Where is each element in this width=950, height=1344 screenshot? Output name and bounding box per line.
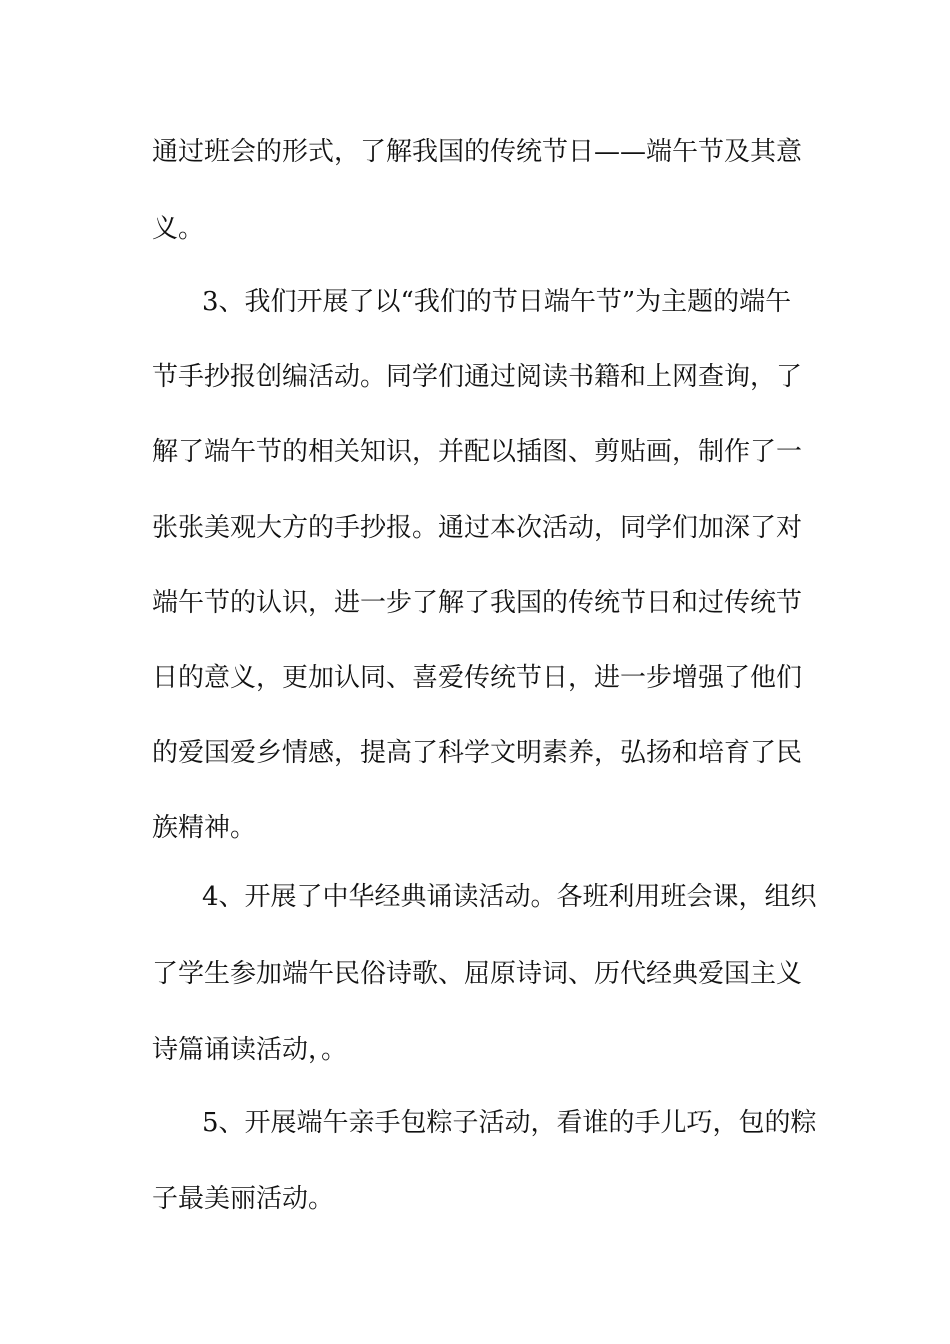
paragraph-line: 解了端午节的相关知识，并配以插图、剪贴画，制作了一 — [152, 437, 803, 467]
paragraph-line: 诗篇诵读活动，。 — [152, 1035, 348, 1065]
paragraph-line: 的爱国爱乡情感，提高了科学文明素养，弘扬和培育了民 — [152, 738, 803, 768]
paragraph-line: 子最美丽活动。 — [152, 1184, 335, 1214]
paragraph-line: 通过班会的形式，了解我国的传统节日——端午节及其意 — [152, 137, 803, 167]
paragraph-line: 3、我们开展了以“我们的节日端午节”为主题的端午 — [202, 287, 792, 317]
paragraph-line: 张张美观大方的手抄报。通过本次活动，同学们加深了对 — [152, 513, 803, 543]
paragraph-line: 端午节的认识，进一步了解了我国的传统节日和过传统节 — [152, 588, 803, 618]
paragraph-line: 日的意义，更加认同、喜爱传统节日，进一步增强了他们 — [152, 663, 803, 693]
paragraph-line: 义。 — [152, 214, 205, 244]
paragraph-line: 4、开展了中华经典诵读活动。各班利用班会课，组织 — [202, 882, 817, 912]
paragraph-line: 5、开展端午亲手包粽子活动，看谁的手儿巧，包的粽 — [202, 1108, 817, 1138]
paragraph-line: 节手抄报创编活动。同学们通过阅读书籍和上网查询，了 — [152, 362, 803, 392]
paragraph-line: 了学生参加端午民俗诗歌、屈原诗词、历代经典爱国主义 — [152, 959, 803, 989]
paragraph-line: 族精神。 — [152, 813, 257, 843]
